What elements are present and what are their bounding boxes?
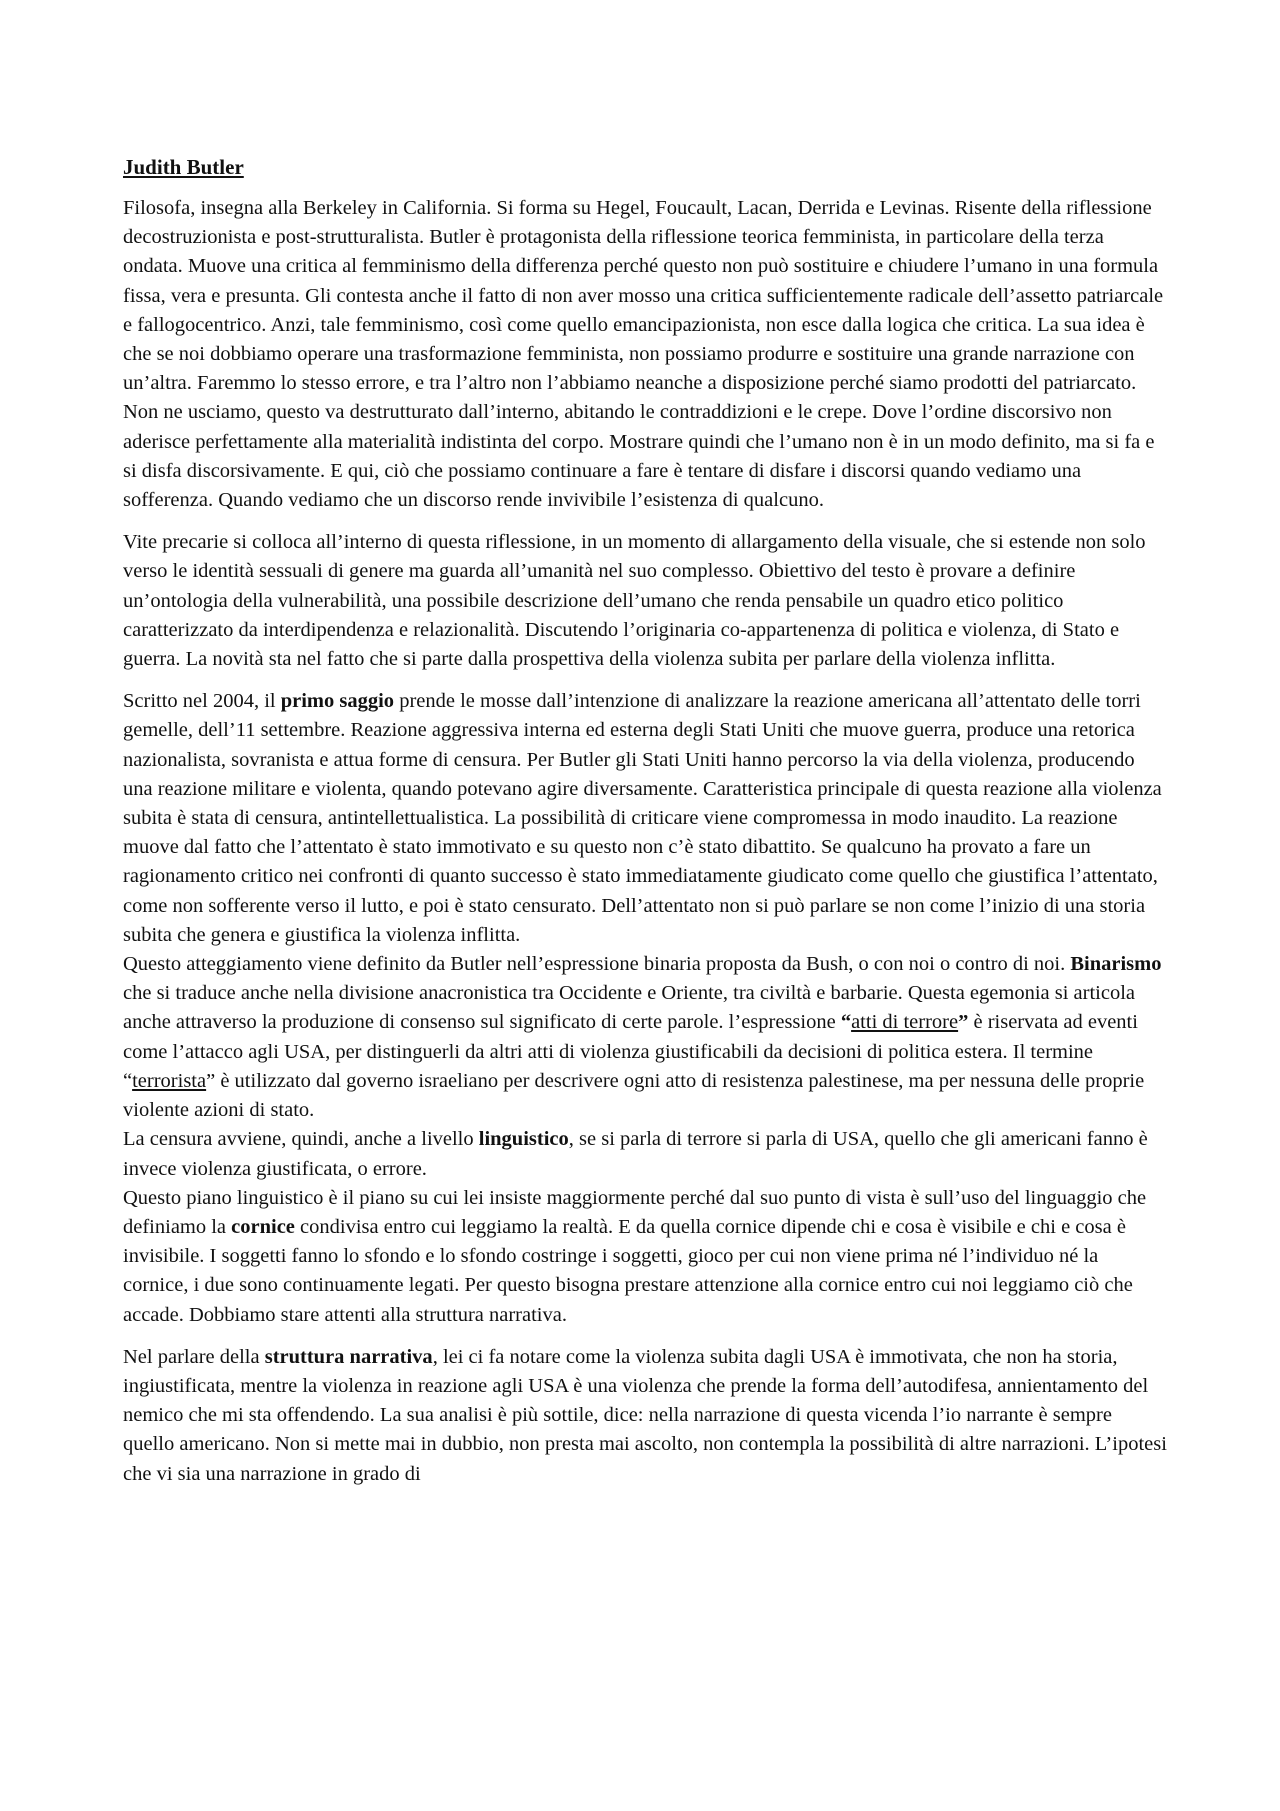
underlined-term-terrorista: terrorista xyxy=(132,1069,207,1092)
text-run: La censura avviene, quindi, anche a livello xyxy=(123,1128,479,1151)
paragraph-primo-saggio xyxy=(123,687,1168,950)
underlined-term-atti-di-terrore: atti di terrore xyxy=(851,1011,959,1034)
paragraph-binarismo xyxy=(123,950,1168,1125)
document-page xyxy=(123,152,1168,1489)
text-run: condivisa entro cui leggiamo la realtà. E da quella cornice dipende chi e cosa è visibile e chi e cosa è invisibile. I soggetti fanno lo sfondo e lo sfondo costringe i soggetti, gioco per cui non viene prima né l’individuo né la cornice, i due sono continuamente legati. Per questo bisogna prestare attenzione alla cornice entro cui noi leggiamo ciò che accade. Dobbiamo stare attenti alla struttura narrativa. xyxy=(123,1215,1133,1326)
bold-term-linguistico: linguistico xyxy=(478,1128,569,1151)
paragraph-cornice xyxy=(123,1184,1168,1330)
text-run: Questo piano linguistico è il piano su cui lei insiste maggiormente perché dal suo punto di vista è sull’uso del linguaggio che definiamo la xyxy=(123,1186,1147,1238)
bold-term-cornice: cornice xyxy=(231,1215,295,1238)
paragraph-text: Filosofa, insegna alla Berkeley in California. Si forma su Hegel, Foucault, Lacan, Derrida e Levinas. Risente della riflessione decostruzionista e post-strutturalista. Butler è protagonista della riflessione teorica femminista, in particolare della terza ondata. Muove una critica al femminismo della differenza perché questo non può sostituire e chiudere l’umano in una formula fissa, vera e presunta. Gli contesta anche il fatto di non aver mosso una critica sufficientemente radicale dell’assetto patriarcale e fallogocentrico. Anzi, tale femminismo, così come quello emancipazionista, non esce dalla logica che critica. La sua idea è che se noi dobbiamo operare una trasformazione femminista, non possiamo produrre e sostituire una grande narrazione con un’altra. Faremmo lo stesso errore, e tra l’altro non l’abbiamo neanche a disposizione perché siamo prodotti del patriarcato. Non ne usciamo, questo va destrutturato dall’interno, abitando le contraddizioni e le crepe. Dove l’ordine discorsivo non aderisce perfettamente alla materialità indistinta del corpo. Mostrare quindi che l’umano non è in un modo definito, ma si fa e si disfa discorsivamente. E qui, ciò che possiamo continuare a fare è tentare di disfare i discorsi quando vediamo una sofferenza. Quando vediamo che un discorso rende invivibile l’esistenza di qualcuno. xyxy=(123,197,1164,512)
bold-open-quote: “ xyxy=(840,1011,852,1034)
bold-term-binarismo: Binarismo xyxy=(1070,953,1162,976)
text-run: Scritto nel 2004, il xyxy=(123,690,281,713)
bold-close-quote: ” xyxy=(958,1011,969,1034)
text-run: è riservata ad eventi come l’attacco agli USA, per distinguerli da altri atti di violenza giustificabili da decisioni di politica estera. Il termine “ xyxy=(123,1011,1138,1092)
text-run: Questo atteggiamento viene definito da Butler nell’espressione binaria proposta da Bush, o con noi o contro di noi. xyxy=(123,953,1071,976)
text-run: , se si parla di terrore si parla di USA, quello che gli americani fanno è invece violenza giustificata, o errore. xyxy=(123,1128,1148,1180)
text-run: ” è utilizzato dal governo israeliano per descrivere ogni atto di resistenza palestinese, ma per nessuna delle proprie violente azioni di stato. xyxy=(123,1069,1145,1122)
paragraph-struttura-narrativa xyxy=(123,1343,1168,1489)
bold-term-primo-saggio: primo saggio xyxy=(280,690,395,713)
page-title: Judith Butler xyxy=(123,155,244,179)
paragraph-text: Vite precarie si colloca all’interno di questa riflessione, in un momento di allargamento della visuale, che si estende non solo verso le identità sessuali di genere ma guarda all’umanità nel suo complesso. Obiettivo del testo è provare a definire un’ontologia della vulnerabilità, una possibile descrizione dell’umano che renda pensabile un quadro etico politico caratterizzato da interdipendenza e relazionalità. Discutendo l’originaria co-appartenenza di politica e violenza, di Stato e guerra. La novità sta nel fatto che si parte dalla prospettiva della violenza subita per parlare della violenza inflitta. xyxy=(123,531,1146,671)
paragraph-vite-precarie xyxy=(123,528,1168,674)
bold-term-struttura-narrativa: struttura narrativa xyxy=(264,1345,433,1368)
paragraph-intro xyxy=(123,194,1168,515)
text-run: Nel parlare della xyxy=(123,1345,265,1368)
text-run: prende le mosse dall’intenzione di analizzare la reazione americana all’attentato delle torri gemelle, dell’11 settembre. Reazione aggressiva interna ed esterna degli Stati Uniti che muove guerra, produce una retorica nazionalista, sovranista e attua forme di censura. Per Butler gli Stati Uniti hanno percorso la via della violenza, producendo una reazione militare e violenta, quando potevano agire diversamente. Caratteristica principale di questa reazione alla violenza subita è stata di censura, antintellettualistica. La possibilità di criticare viene compromessa in modo inaudito. La reazione muove dal fatto che l’attentato è stato immotivato e su questo non c’è stato dibattito. Se qualcuno ha provato a fare un ragionamento critico nei confronti di quanto successo è stato immediatamente giudicato come quello che giustifica l’attentato, come non sofferente verso il lutto, e poi è stato censurato. Dell’attentato non si può parlare se non come l’inizio di una storia subita che genera e giustifica la violenza inflitta. xyxy=(123,690,1162,946)
paragraph-linguistico xyxy=(123,1125,1168,1183)
text-run: che si traduce anche nella divisione anacronistica tra Occidente e Oriente, tra civiltà e barbarie. Questa egemonia si articola anche attraverso la produzione di consenso sul significato di certe parole. l’espressione xyxy=(123,982,1135,1034)
text-run: , lei ci fa notare come la violenza subita dagli USA è immotivata, che non ha storia, ingiustificata, mentre la violenza in reazione agli USA è una violenza che prende la forma dell’autodifesa, annientamento del nemico che mi sta offendendo. La sua analisi è più sottile, dice: nella narrazione di questa vicenda l’io narrante è sempre quello americano. Non si mette mai in dubbio, non presta mai ascolto, non contempla la possibilità di altre narrazioni. L’ipotesi che vi sia una narrazione in grado di xyxy=(123,1345,1167,1485)
